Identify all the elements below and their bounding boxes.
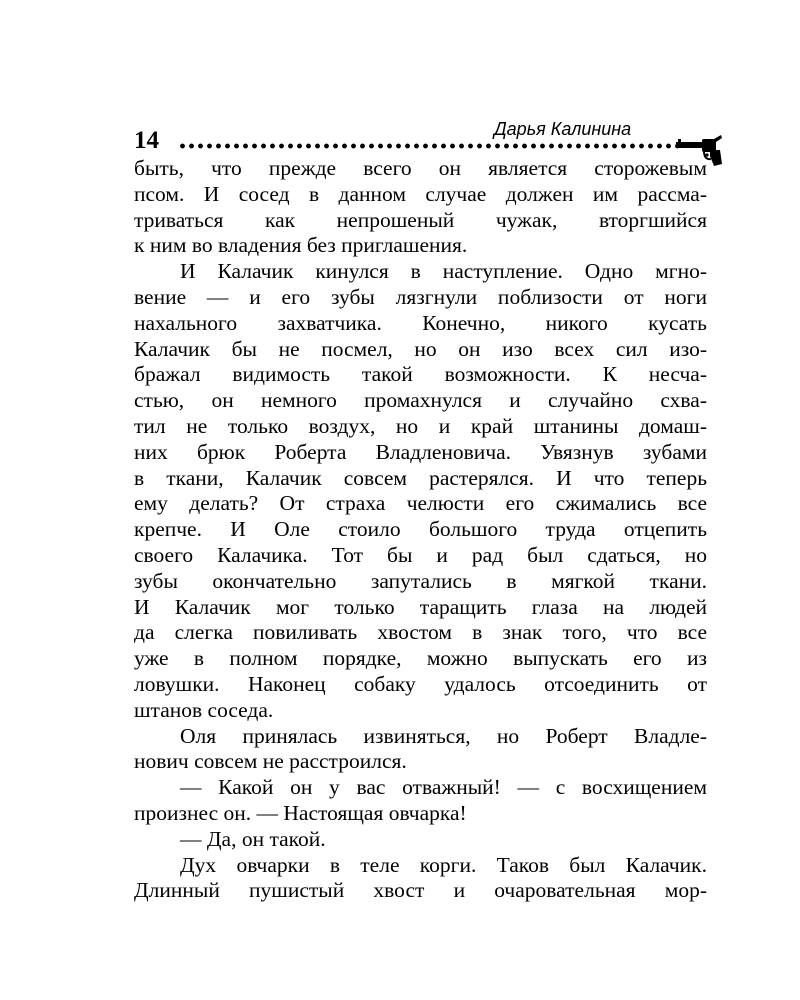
text-line: быть, что прежде всего он является сторожевым — [134, 156, 707, 180]
text-line: Длинный пушистый хвост и очаровательная мор- — [134, 878, 707, 903]
text-line: в ткани, Калачик совсем растерялся. И что теперь — [134, 465, 707, 490]
text-line: ему делать? От страха челюсти его сжимались все — [134, 491, 707, 516]
text-line: да слегка повиливать хвостом в знак того, что все — [134, 620, 707, 645]
text-line: псом. И сосед в данном случае должен им рассма- — [134, 181, 707, 206]
text-line: стью, он немного промахнулся и случайно схва- — [134, 388, 707, 413]
text-line: Калачик бы не посмел, но он изо всех сил изо- — [134, 336, 707, 361]
text-line: уже в полном порядке, можно выпускать его из — [134, 646, 707, 671]
text-line: Дух овчарки в теле корги. Таков был Калачик. — [180, 852, 707, 877]
text-line: произнес он. — Настоящая овчарка! — [134, 800, 467, 825]
text-line: к ним во владения без приглашения. — [134, 233, 468, 258]
text-line: тил не только воздух, но и край штанины домаш- — [134, 413, 707, 438]
text-line: крепче. И Оле стоило большого труда отцепить — [134, 517, 707, 542]
text-line: Оля принялась извиняться, но Роберт Владле- — [180, 723, 707, 748]
text-line: — Какой он у вас отважный! — с восхищением — [180, 775, 707, 800]
text-line: них брюк Роберта Владленовича. Увязнув зубами — [134, 439, 707, 464]
running-head-author: Дарья Калинина — [494, 119, 632, 139]
dotted-leader-line — [178, 142, 678, 150]
text-line: бражал видимость такой возможности. К несча- — [134, 362, 707, 387]
text-line: — Да, он такой. — [180, 826, 326, 851]
page-number: 14 — [134, 127, 159, 154]
text-line: нович совсем не расстроился. — [134, 749, 407, 774]
text-line: ловушки. Наконец собаку удалось отсоединить от — [134, 671, 707, 696]
text-line: штанов соседа. — [134, 697, 274, 722]
text-line: вение — и его зубы лязгнули поблизости от ноги — [134, 284, 707, 309]
page-body-text — [134, 156, 707, 904]
text-line: нахального захватчика. Конечно, никого кусать — [134, 310, 707, 335]
text-line: И Калачик кинулся в наступление. Одно мгно- — [180, 259, 707, 284]
text-line: зубы окончательно запутались в мягкой ткани. — [134, 568, 707, 593]
text-line: И Калачик мог только таращить глаза на людей — [134, 594, 707, 619]
text-line: своего Калачика. Тот бы и рад был сдаться, но — [134, 542, 707, 567]
text-line: триваться как непрошеный чужак, вторгшийся — [134, 207, 707, 232]
